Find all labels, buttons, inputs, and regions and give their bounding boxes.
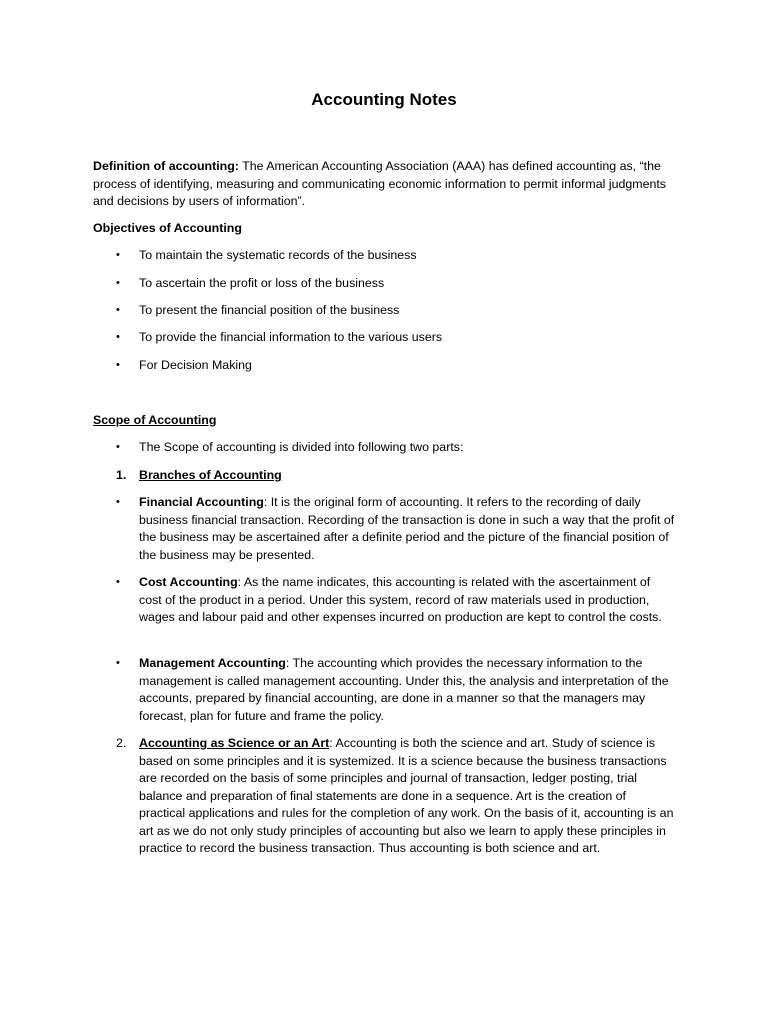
list-number: 2. [116, 736, 127, 750]
branch-text [139, 655, 675, 725]
branch-text [139, 574, 675, 627]
branch-label: Management Accounting [139, 656, 286, 670]
science-art-text [139, 735, 675, 858]
page-title: Accounting Notes [311, 90, 457, 109]
definition-label: Definition of accounting: [93, 159, 239, 173]
bullet-icon: • [116, 304, 120, 316]
branch-label: Cost Accounting [139, 575, 238, 589]
science-art-description: : Accounting is both the science and art. Study of science is based on some principles and it is systemized. It is a science because the business transactions are recorded on the basis of some principles and journal of transaction, ledger posting, trial balance and preparation of final statements are done in a sequence. Art is the creation of practical applications and rules for the completion of any work. On the basis of it, accounting is an art as we do not only study principles of accounting but also we learn to apply these principles in practice to record the business transaction. Thus accounting is both science and art. [139, 736, 674, 855]
branch-text [139, 494, 675, 564]
objective-text: To ascertain the profit or loss of the business [139, 276, 385, 290]
objective-text: For Decision Making [139, 358, 252, 372]
objective-text: To maintain the systematic records of the business [139, 248, 417, 262]
bullet-icon: • [116, 496, 120, 508]
science-art-label: Accounting as Science or an Art [139, 736, 330, 750]
objective-text: To provide the financial information to the various users [139, 330, 443, 344]
branch-description: : The accounting which provides the necessary information to the management is called management accounting. Under this, the analysis and interpretation of the accounts, prepared by financial accounting, are done in a manner so that the managers may forecast, plan for future and frame the policy. [139, 656, 669, 723]
bullet-icon: • [116, 657, 120, 669]
definition-paragraph [93, 158, 673, 211]
scope-intro-text: The Scope of accounting is divided into following two parts: [139, 440, 464, 454]
objective-text: To present the financial position of the business [139, 303, 400, 317]
bullet-icon: • [116, 576, 120, 588]
list-number: 1. [116, 468, 127, 482]
branch-description: : It is the original form of accounting. It refers to the recording of daily business financial transaction. Recording of the transaction is done in such a way that the profit of the business may be ascertained after a definite period and the picture of the financial position of the business may be presented. [139, 495, 675, 562]
branch-label: Financial Accounting [139, 495, 264, 509]
branches-heading: Branches of Accounting [139, 468, 282, 482]
scope-heading: Scope of Accounting [93, 413, 217, 427]
bullet-icon: • [116, 331, 120, 343]
bullet-icon: • [116, 277, 120, 289]
bullet-icon: • [116, 359, 120, 371]
objectives-heading: Objectives of Accounting [93, 221, 242, 235]
branch-description: : As the name indicates, this accounting is related with the ascertainment of cost of the product in a period. Under this system, record of raw materials used in production, wages and labour paid and other expenses incurred on production are kept to control the costs. [139, 575, 662, 624]
bullet-icon: • [116, 249, 120, 261]
definition-text: The American Accounting Association (AAA) has defined accounting as, “the process of identifying, measuring and communicating economic information to permit informal judgments and decisions by users of information”. [93, 159, 666, 208]
bullet-icon: • [116, 441, 120, 453]
